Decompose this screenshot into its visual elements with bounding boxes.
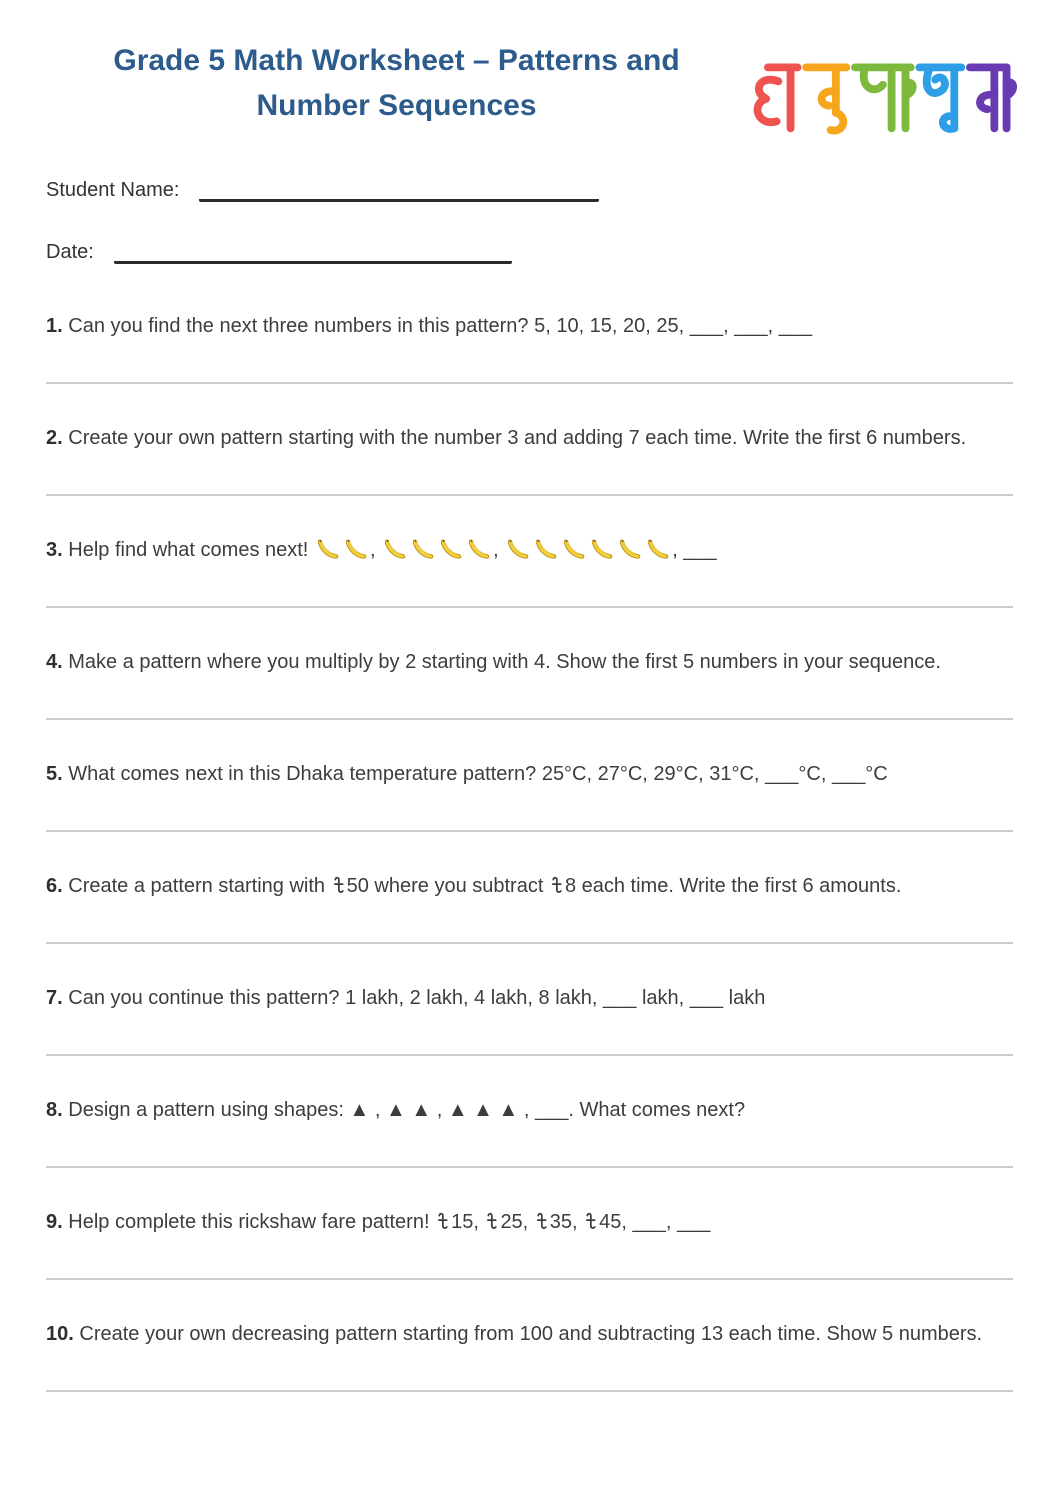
page-title — [46, 38, 747, 128]
banana-icon — [410, 537, 436, 563]
question-text: 8 each time. Write the first 6 amounts. — [564, 875, 902, 897]
question-number: 6. — [46, 875, 63, 897]
question-item — [46, 1056, 1013, 1168]
question-text: Create your own decreasing pattern starting from 100 and subtracting 13 each time. Show 5 numbers. — [79, 1323, 983, 1345]
question-text: Design a pattern using shapes: ▲ , ▲ ▲ , ▲ ▲ ▲ , ___. What comes next? — [68, 1099, 746, 1121]
date-input-line[interactable] — [114, 244, 512, 264]
question-text: Create your own pattern starting with the number 3 and adding 7 each time. Write the first 6 numbers. — [68, 427, 967, 449]
taka-sign-icon — [484, 1211, 499, 1231]
brand-logo-icon — [747, 50, 1017, 144]
page-title-line2: Number Sequences — [256, 89, 537, 122]
question-number: 1. — [46, 315, 63, 337]
banana-icon-group — [314, 539, 370, 561]
banana-icon — [589, 537, 615, 563]
banana-icon — [505, 537, 531, 563]
banana-icon — [438, 537, 464, 563]
question-text: , — [493, 539, 505, 561]
question-text: , ___ — [672, 539, 717, 561]
taka-sign-icon — [549, 875, 564, 895]
banana-icon — [645, 537, 671, 563]
date-label: Date: — [46, 241, 94, 263]
questions-list — [0, 272, 1059, 1392]
taka-sign-icon — [534, 1211, 549, 1231]
student-name-label: Student Name: — [46, 179, 180, 201]
question-text: 15, — [451, 1211, 485, 1233]
question-item — [46, 608, 1013, 720]
banana-icon — [343, 537, 369, 563]
date-field — [0, 240, 1059, 264]
page-title-line1: Grade 5 Math Worksheet – Patterns and — [113, 44, 680, 77]
taka-sign-icon — [583, 1211, 598, 1231]
question-text: 45, ___, ___ — [599, 1211, 711, 1233]
question-text: Can you continue this pattern? 1 lakh, 2 lakh, 4 lakh, 8 lakh, ___ lakh, ___ lakh — [68, 987, 766, 1009]
taka-sign-icon — [435, 1211, 450, 1231]
banana-icon — [561, 537, 587, 563]
banana-icon — [466, 537, 492, 563]
question-number: 2. — [46, 427, 63, 449]
banana-icon-group — [381, 539, 493, 561]
question-number: 5. — [46, 763, 63, 785]
title-wrap — [46, 38, 747, 128]
banana-icon — [617, 537, 643, 563]
student-name-field — [0, 178, 1059, 202]
question-text: 35, — [549, 1211, 584, 1233]
question-number: 10. — [46, 1323, 74, 1345]
student-name-input-line[interactable] — [199, 182, 599, 202]
question-text: Can you find the next three numbers in this pattern? 5, 10, 15, 20, 25, ___, ___, ___ — [68, 315, 813, 337]
question-text: Help find what comes next! — [68, 539, 314, 561]
question-number: 4. — [46, 651, 63, 673]
question-item — [46, 496, 1013, 608]
brand-logo — [747, 38, 1019, 144]
question-text: Make a pattern where you multiply by 2 starting with 4. Show the first 5 numbers in your sequence. — [68, 651, 941, 673]
banana-icon — [533, 537, 559, 563]
question-number: 7. — [46, 987, 63, 1009]
question-number: 3. — [46, 539, 63, 561]
header — [0, 0, 1059, 144]
banana-icon-group — [504, 539, 672, 561]
banana-icon — [315, 537, 341, 563]
question-text: 25, — [500, 1211, 534, 1233]
banana-icon — [382, 537, 408, 563]
question-text: Help complete this rickshaw fare pattern! — [68, 1211, 436, 1233]
question-item — [46, 272, 1013, 384]
question-text: , — [369, 539, 382, 561]
question-item — [46, 944, 1013, 1056]
question-text: What comes next in this Dhaka temperature pattern? 25°C, 27°C, 29°C, 31°C, ___°C, ___°C — [68, 763, 888, 785]
question-number: 8. — [46, 1099, 63, 1121]
question-text: Create a pattern starting with — [68, 875, 331, 897]
question-item — [46, 1168, 1013, 1280]
question-item — [46, 1280, 1013, 1392]
taka-sign-icon — [331, 875, 346, 895]
question-item — [46, 832, 1013, 944]
question-item — [46, 384, 1013, 496]
question-text: 50 where you subtract — [346, 875, 549, 897]
question-number: 9. — [46, 1211, 63, 1233]
question-item — [46, 720, 1013, 832]
